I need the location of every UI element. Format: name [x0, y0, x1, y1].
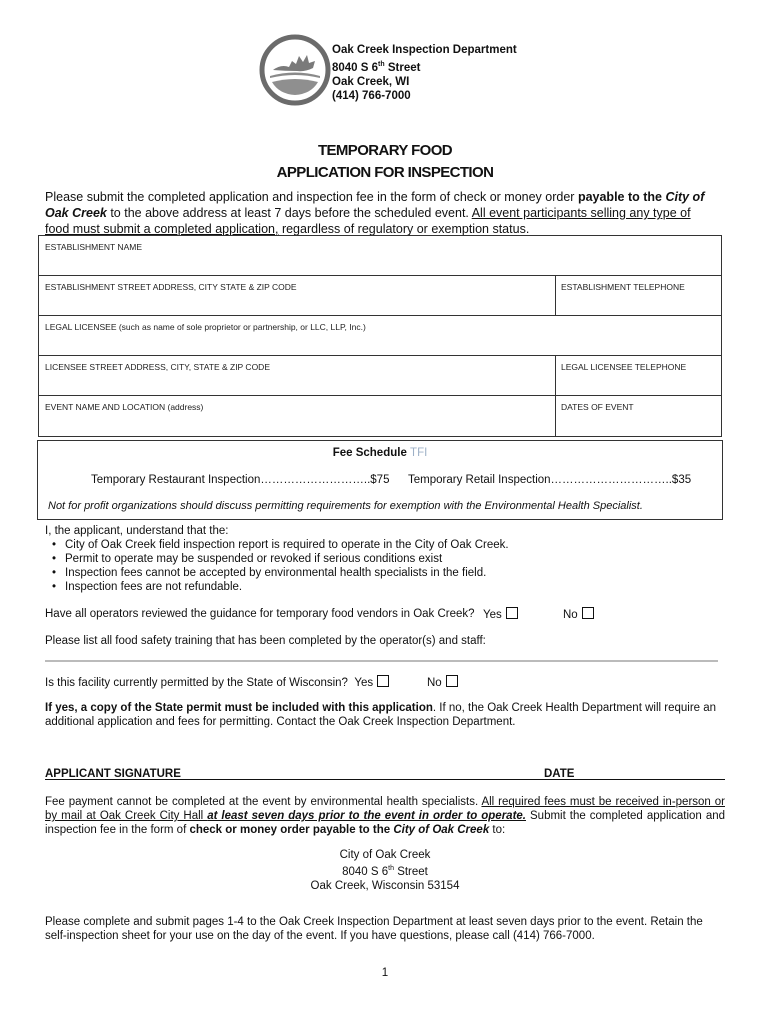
state-permit-no: No — [427, 675, 458, 690]
licensee-phone-field[interactable]: LEGAL LICENSEE TELEPHONE — [561, 362, 687, 372]
list-item: • Inspection fees are not refundable. — [65, 580, 509, 594]
licensee-address-row — [39, 356, 721, 396]
page-title-line2: APPLICATION FOR INSPECTION — [276, 164, 494, 181]
mailing-line2: 8040 S 6th Street — [342, 865, 428, 878]
guidance-no: No — [563, 607, 594, 622]
fee-retail: Temporary Retail Inspection…………………………..$35 — [408, 474, 692, 486]
state-permit-no-checkbox[interactable] — [446, 675, 458, 687]
training-answer-line[interactable] — [45, 660, 718, 662]
establishment-address-field[interactable]: ESTABLISHMENT STREET ADDRESS, CITY STATE & ZIP CODE — [45, 282, 297, 292]
dept-name: Oak Creek Inspection Department — [332, 44, 517, 56]
dept-street: 8040 S 6th Street — [332, 60, 421, 74]
state-permit-yes-checkbox[interactable] — [377, 675, 389, 687]
signature-line[interactable] — [45, 779, 725, 780]
header-address — [332, 43, 517, 104]
fee-schedule-title: Fee Schedule TFI — [332, 447, 428, 459]
page-number: 1 — [381, 967, 389, 979]
fee-schedule-box — [37, 440, 723, 520]
event-dates-field[interactable]: DATES OF EVENT — [561, 402, 634, 412]
event-row — [39, 396, 721, 436]
closing-paragraph: Please complete and submit pages 1-4 to the Oak Creek Inspection Department at least seven days prior to the event. Retain the self-inspection sheet for your use on the day of the event. If you have questions, please call (414) 766-7000. — [45, 916, 703, 942]
oak-creek-logo — [259, 34, 331, 106]
applicant-signature-label: APPLICANT SIGNATURE — [45, 768, 181, 780]
guidance-yes: Yes — [483, 607, 518, 622]
guidance-no-checkbox[interactable] — [582, 607, 594, 619]
fee-note: Not for profit organizations should discuss permitting requirements for exemption with the Environmental Health Specialist. — [48, 500, 643, 512]
guidance-question: Have all operators reviewed the guidance for temporary food vendors in Oak Creek? — [45, 608, 475, 620]
fee-restaurant: Temporary Restaurant Inspection………………………..$75 — [91, 474, 390, 486]
licensee-address-field[interactable]: LICENSEE STREET ADDRESS, CITY, STATE & ZIP CODE — [45, 362, 270, 372]
establishment-name-field[interactable]: ESTABLISHMENT NAME — [39, 236, 721, 276]
understand-intro: I, the applicant, understand that the: — [45, 525, 229, 537]
understand-section — [45, 524, 509, 594]
list-item: • Permit to operate may be suspended or revoked if serious conditions exist — [65, 552, 509, 566]
legal-licensee-field[interactable]: LEGAL LICENSEE (such as name of sole proprietor or partnership, or LLC, LLP, Inc.) — [39, 316, 721, 356]
intro-paragraph: Please submit the completed application and inspection fee in the form of check or money order payable to the City of Oak Creek to the above address at least 7 days before the scheduled event. All event participants selling any type of food must submit a completed application, regardless of regulatory or exemption status. — [45, 190, 705, 236]
mailing-line1: City of Oak Creek — [339, 849, 431, 861]
mailing-line3: Oak Creek, Wisconsin 53154 — [310, 879, 460, 892]
signature-date-label: DATE — [544, 768, 575, 780]
mailing-address — [0, 848, 770, 893]
dept-phone: (414) 766-7000 — [332, 90, 411, 103]
page-title-line1: TEMPORARY FOOD — [317, 142, 453, 159]
establishment-address-row — [39, 276, 721, 316]
state-permit-question: Is this facility currently permitted by the State of Wisconsin? Yes — [45, 675, 389, 690]
understand-list — [45, 538, 509, 594]
payment-paragraph: Fee payment cannot be completed at the event by environmental health specialists. All required fees must be received in-person or by mail at Oak Creek City Hall at least seven days prior to the event in order to operate. Submit the completed application and inspection fee in the form of check or money order payable to the City of Oak Creek to: — [45, 796, 726, 836]
guidance-yes-checkbox[interactable] — [506, 607, 518, 619]
establishment-phone-field[interactable]: ESTABLISHMENT TELEPHONE — [561, 282, 685, 292]
training-question: Please list all food safety training that has been completed by the operator(s) and staff: — [45, 635, 486, 647]
list-item: • Inspection fees cannot be accepted by environmental health specialists in the field. — [65, 566, 509, 580]
state-permit-note: If yes, a copy of the State permit must be included with this application. If no, the Oak Creek Health Department will require an additional application and fees for permitting. Contact the Oak Creek Inspection Department. — [45, 702, 717, 728]
application-form-table — [38, 235, 722, 437]
list-item: • City of Oak Creek field inspection report is required to operate in the City of Oak Creek. — [65, 538, 509, 552]
dept-city: Oak Creek, WI — [332, 75, 410, 88]
event-name-field[interactable]: EVENT NAME AND LOCATION (address) — [45, 402, 204, 412]
